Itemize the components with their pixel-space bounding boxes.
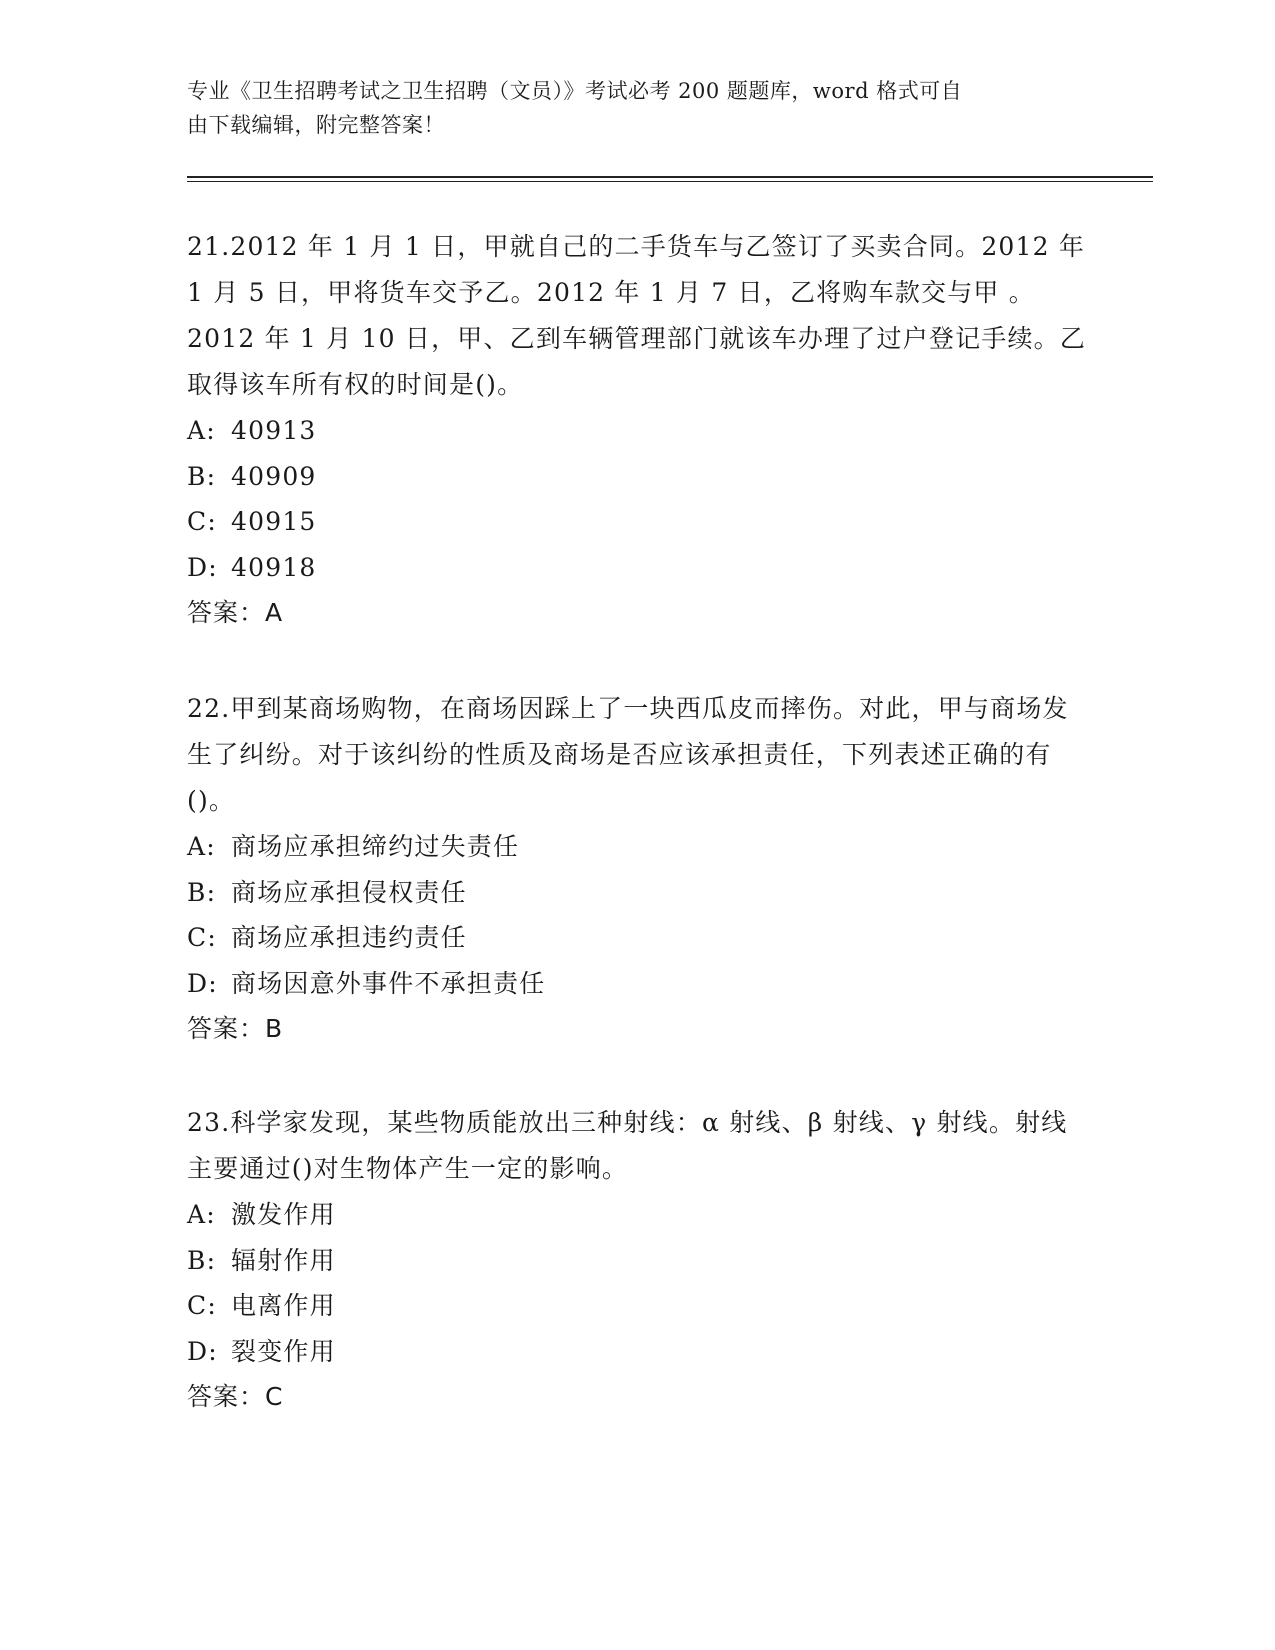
option-c xyxy=(187,1283,1087,1329)
option-a xyxy=(187,1192,1087,1238)
option-value: 辐射作用 xyxy=(231,1245,336,1275)
option-key: A: xyxy=(187,416,216,445)
header-divider-thick xyxy=(187,176,1153,178)
option-d xyxy=(187,961,1087,1007)
option-key: A: xyxy=(187,832,216,861)
option-b xyxy=(187,454,1087,500)
document-header xyxy=(187,74,1087,142)
answer: 答案：B xyxy=(187,1014,284,1043)
option-value: 40913 xyxy=(231,416,317,445)
option-key: B: xyxy=(187,877,217,907)
option-d xyxy=(187,545,1087,591)
header-line-1: 专业《卫生招聘考试之卫生招聘（文员）》考试必考 200 题题库，word 格式可自 xyxy=(187,79,963,103)
option-a xyxy=(187,824,1087,870)
option-key: D: xyxy=(187,1336,218,1366)
option-b xyxy=(187,870,1087,916)
option-value: 商场应承担缔约过失责任 xyxy=(231,832,520,861)
option-key: C: xyxy=(187,507,217,536)
option-key: B: xyxy=(187,1245,217,1275)
question-21 xyxy=(187,224,1087,636)
option-value: 40909 xyxy=(231,461,317,491)
option-key: B: xyxy=(187,461,217,491)
option-key: A: xyxy=(187,1200,216,1229)
question-text: 21.2012 年 1 月 1 日，甲就自己的二手货车与乙签订了买卖合同。2012 年 1 月 5 日，甲将货车交予乙。2012 年 1 月 7 日，乙将购车款交与甲 。2012 年 1 月 10 日，甲、乙到车辆管理部门就该车办理了过户登记手续。乙取得该车所有权的时间是()。 xyxy=(187,232,1087,399)
option-c xyxy=(187,915,1087,961)
option-key: D: xyxy=(187,968,218,998)
option-d xyxy=(187,1329,1087,1375)
option-key: D: xyxy=(187,552,218,582)
question-text: 22.甲到某商场购物，在商场因踩上了一块西瓜皮而摔伤。对此，甲与商场发生了纠纷。对于该纠纷的性质及商场是否应该承担责任，下列表述正确的有()。 xyxy=(187,694,1069,815)
option-key: C: xyxy=(187,923,217,952)
option-key: C: xyxy=(187,1291,217,1320)
option-value: 电离作用 xyxy=(231,1291,336,1320)
answer: 答案：C xyxy=(187,1382,284,1411)
header-divider-thin xyxy=(187,181,1153,182)
question-23 xyxy=(187,1100,1087,1420)
question-text: 23.科学家发现，某些物质能放出三种射线：α 射线、β 射线、γ 射线。射线主要通过()对生物体产生一定的影响。 xyxy=(187,1108,1068,1183)
option-c xyxy=(187,499,1087,545)
option-b xyxy=(187,1238,1087,1284)
option-value: 商场应承担违约责任 xyxy=(231,923,467,952)
option-value: 40918 xyxy=(231,552,317,582)
option-value: 裂变作用 xyxy=(231,1336,336,1366)
option-value: 激发作用 xyxy=(231,1200,336,1229)
answer: 答案：A xyxy=(187,598,284,627)
option-a xyxy=(187,408,1087,454)
option-value: 商场应承担侵权责任 xyxy=(231,877,467,907)
option-value: 40915 xyxy=(231,507,317,536)
question-22 xyxy=(187,686,1087,1052)
option-value: 商场因意外事件不承担责任 xyxy=(231,968,546,998)
header-line-2: 由下载编辑，附完整答案！ xyxy=(187,113,445,137)
